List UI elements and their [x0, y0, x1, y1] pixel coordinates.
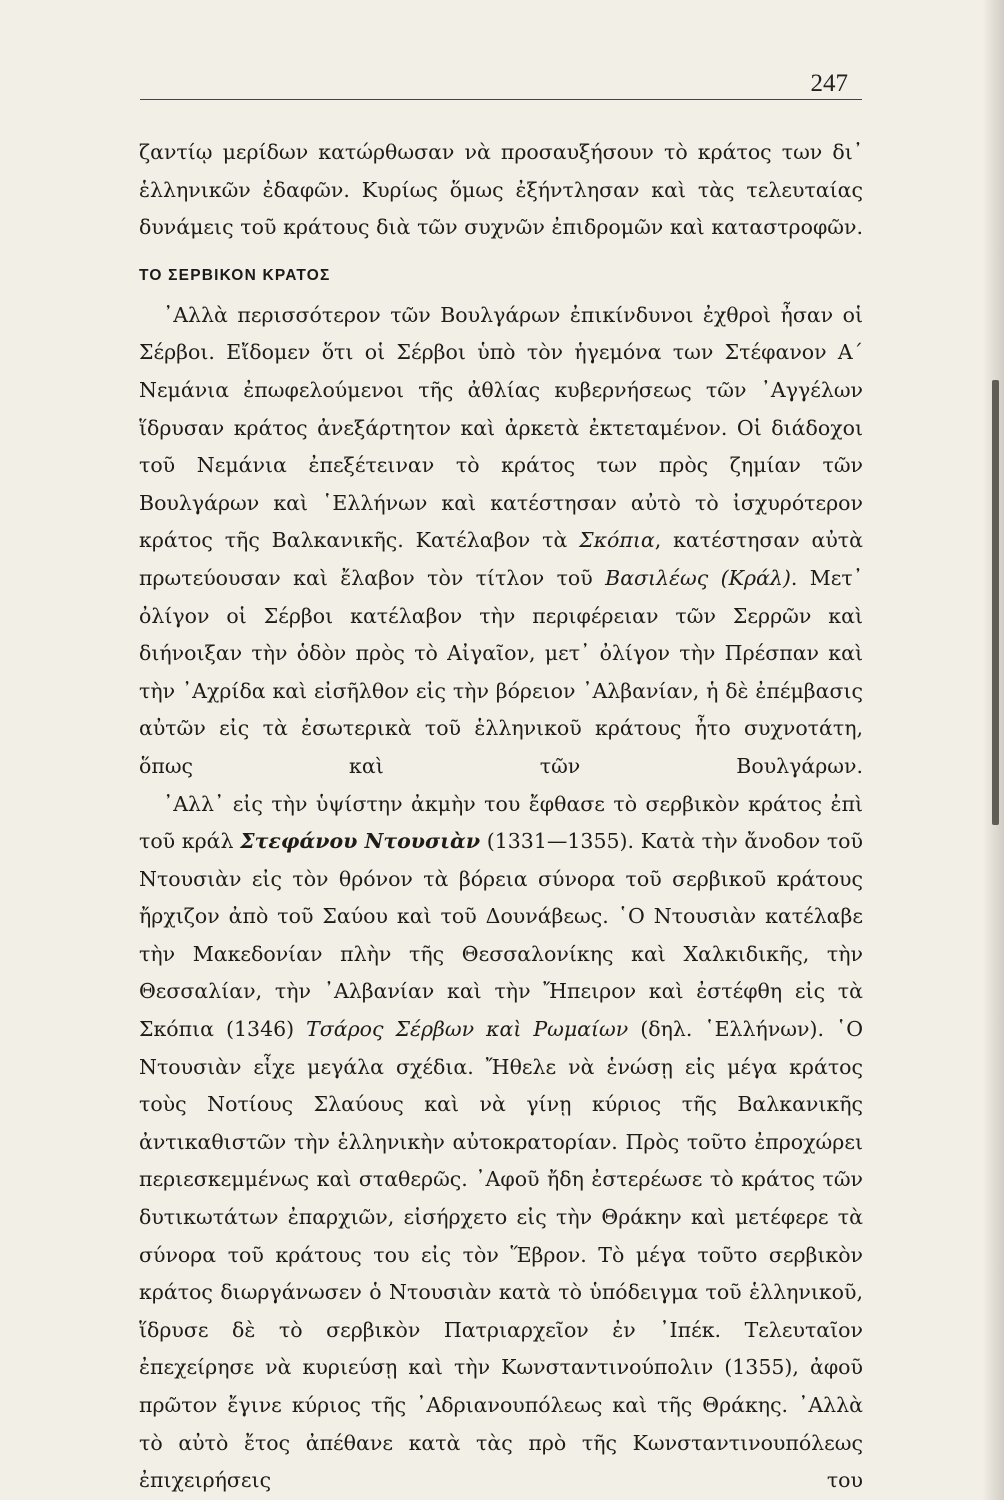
paragraph-text: ᾽Αλλὰ περισσότερον τῶν Βουλγάρων ἐπικίνδυνοι ἐχθροὶ ἦσαν οἱ Σέρβοι. Εἴδομεν ὅτι οἱ Σέρβοι ὑπὸ τὸν ἡγεμόνα των Στέφανον Α´ Νεμάνια ἐπωφελούμενοι τῆς ἀθλίας κυβερνήσεως τῶν ᾽Αγγέλων ἵδρυσαν κράτος ἀνεξάρτητον καὶ ἀρκετὰ ἐκτεταμένον. Οἱ διάδοχοι τοῦ Νεμάνια ἐπεξέτειναν τὸ κράτος των πρὸς ζημίαν τῶν Βουλγάρων καὶ ῾Ελλήνων καὶ κατέστησαν αὐτὸ τὸ ἰσχυρότερον κράτος τῆς Βαλκανικῆς. Κατέλαβον τὰ: [139, 302, 863, 553]
italic-term-skopia: Σκόπια: [579, 528, 655, 553]
paragraph-text: (δηλ. ῾Ελλήνων). ῾Ο Ντουσιὰν εἶχε μεγάλα σχέδια. Ἤθελε νὰ ἑνώσῃ εἰς μέγα κράτος τοὺς Νοτίους Σλαύους καὶ νὰ γίνῃ κύριος τῆς Βαλκανικῆς ἀντικαθιστῶν τὴν ἑλληνικὴν αὐτοκρατορίαν. Πρὸς τοῦτο ἐπροχώρει περιεσκεμμένως καὶ σταθερῶς. ᾽Αφοῦ ἤδη ἐστερέωσε τὸ κράτος τῶν δυτικωτάτων ἐπαρχιῶν, εἰσήρχετο εἰς τὴν Θράκην καὶ μετέφερε τὰ σύνορα τοῦ κράτους του εἰς τὸν Ἕβρον. Τὸ μέγα τοῦτο σερβικὸν κράτος διωργάνωσεν ὁ Ντουσιὰν κατὰ τὸ ὑπόδειγμα τοῦ ἑλληνικοῦ, ἵδρυσε δὲ τὸ σερβικὸν Πατριαρχεῖον ἐν ᾽Ιπέκ. Τελευταῖον ἐπεχείρησε νὰ κυριεύσῃ καὶ τὴν Κωνσταντινούπολιν (1355), ἀφοῦ πρῶτον ἔγινε κύριος τῆς ᾽Αδριανουπόλεως καὶ τῆς Θράκης. ᾽Αλλὰ τὸ αὐτὸ ἔτος ἀπέθανε κατὰ τὰς πρὸ τῆς Κωνσταντινουπόλεως ἐπιχειρήσεις του: [139, 1017, 864, 1493]
paragraph-text: . Μετ᾽ ὀλίγον οἱ Σέρβοι κατέλαβον τὴν περιφέρειαν τῶν Σερρῶν καὶ διήνοιξαν τὴν ὁδὸν πρὸς τὸ Αἰγαῖον, μετ᾽ ὀλίγον τὴν Πρέσπαν καὶ τὴν ᾽Αχρίδα καὶ εἰσῆλθον εἰς τὴν βόρειον ᾽Αλβανίαν, ἡ δὲ ἐπέμβασις αὐτῶν εἰς τὰ ἐσωτερικὰ τοῦ ἑλληνικοῦ κράτους ἦτο συχνοτάτη, ὅπως καὶ τῶν Βουλγάρων.: [139, 565, 863, 778]
paragraph-text: , κατέστησαν αὐτὰ πρωτεύουσαν καὶ ἔλαβον τὸν τίτλον τοῦ: [139, 528, 863, 590]
italic-term-kral: Βασιλέως (Κράλ): [605, 565, 791, 590]
intro-paragraph: [139, 134, 863, 247]
page-number: 247: [810, 70, 848, 97]
paragraph-dusan: [139, 786, 863, 1500]
paragraph-text: ᾽Αλλ᾽ εἰς τὴν ὑψίστην ἀκμὴν του ἔφθασε τὸ σερβικὸν κράτος ἐπὶ τοῦ κράλ: [139, 791, 863, 854]
paragraph-serbs-rise: [139, 297, 863, 786]
section-heading: ΤΟ ΣΕΡΒΙΚΟΝ ΚΡΑΤΟΣ: [139, 266, 331, 284]
intro-text: ζαντίῳ μερίδων κατώρθωσαν νὰ προσαυξήσουν τὸ κράτος των δι᾽ ἑλληνικῶν ἐδαφῶν. Κυρίως ὅμως ἐξήντλησαν καὶ τὰς τελευταίας δυνάμεις τοῦ κράτους διὰ τῶν συχνῶν ἐπιδρομῶν καὶ καταστροφῶν.: [139, 140, 863, 240]
bold-name-stefan-dusan: Στεφάνου Ντουσιὰν: [240, 829, 481, 854]
header-rule: [140, 99, 862, 100]
page-body: [139, 134, 863, 1500]
page-edge-mark: [992, 380, 999, 825]
paragraph-text: (1331—1355). Κατὰ τὴν ἄνοδον τοῦ Ντουσιὰν εἰς τὸν θρόνον τὰ βόρεια σύνορα τοῦ σερβικοῦ κράτους ἤρχιζον ἀπὸ τοῦ Σαύου καὶ τοῦ Δουνάβεως. ῾Ο Ντουσιὰν κατέλαβε τὴν Μακεδονίαν πλὴν τῆς Θεσσαλονίκης καὶ Χαλκιδικῆς, τὴν Θεσσαλίαν, τὴν ᾽Αλβανίαν καὶ τὴν Ἤπειρον καὶ ἐστέφθη εἰς τὰ Σκόπια (1346): [139, 829, 863, 1042]
italic-title-tsar: Τσάρος Σέρβων καὶ Ρωμαίων: [306, 1017, 629, 1042]
